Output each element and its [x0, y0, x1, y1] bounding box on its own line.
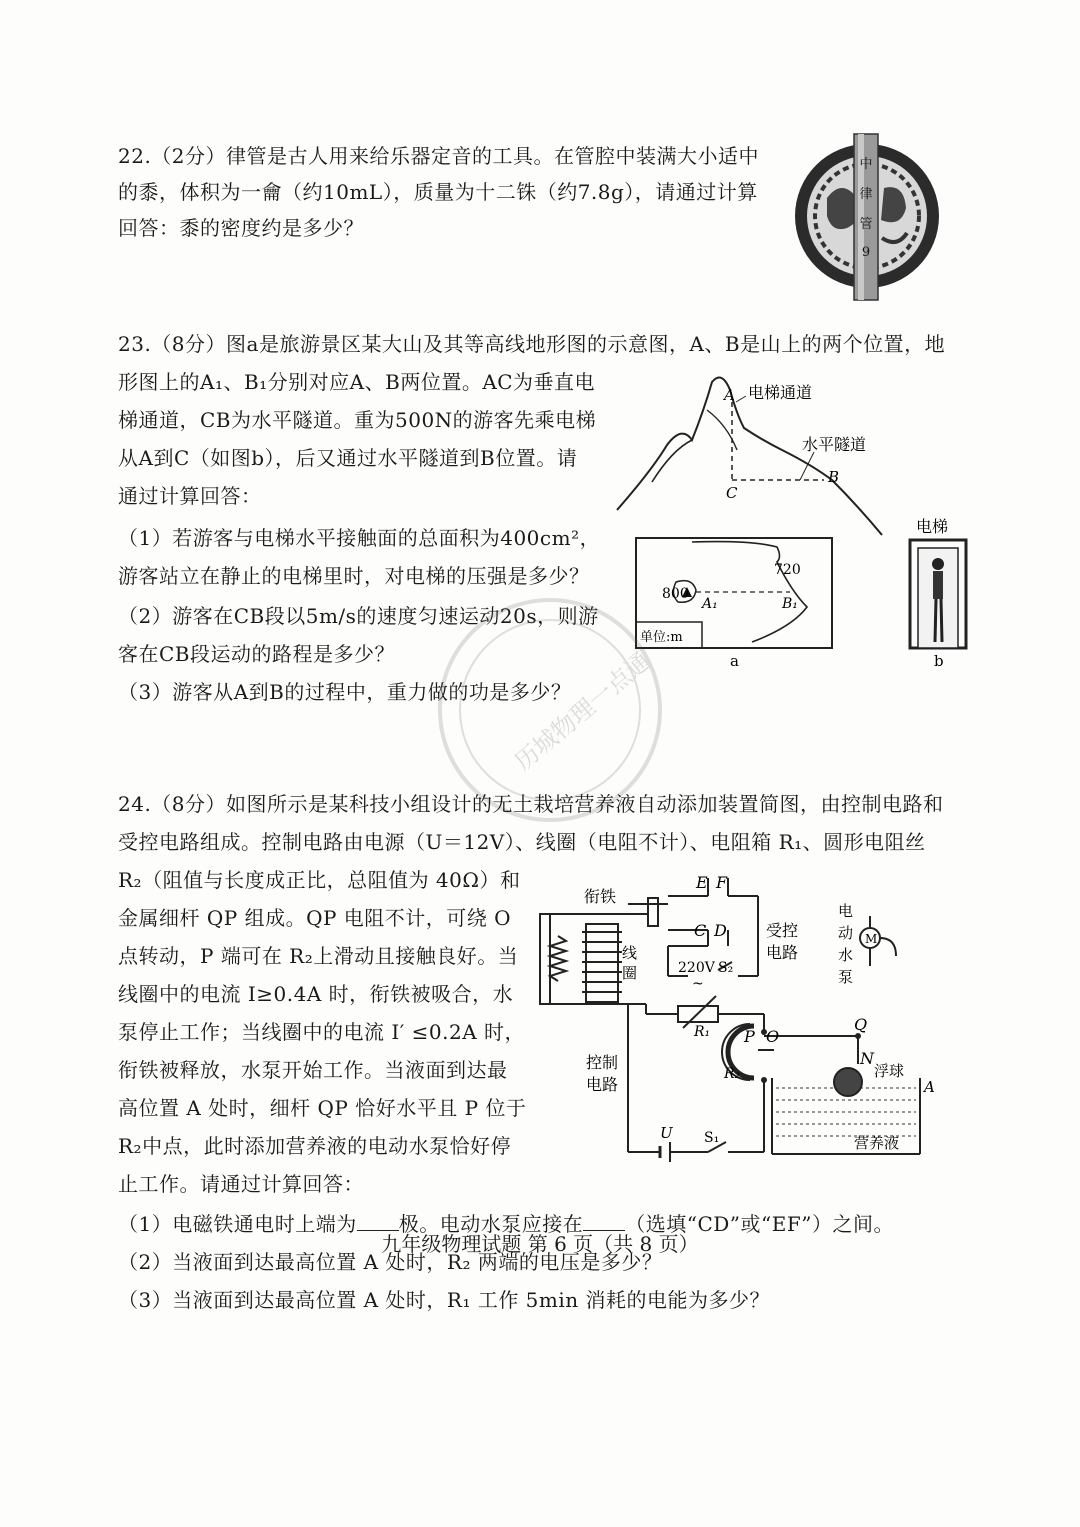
label-R1: R₁: [694, 1024, 711, 1040]
label-S2: S₂: [718, 960, 734, 976]
label-coil-1: 线: [622, 944, 638, 962]
label-A1: A₁: [702, 596, 718, 612]
label-ac: ~: [692, 976, 704, 992]
label-F: F: [716, 873, 728, 892]
label-float: 浮球: [874, 1062, 905, 1080]
label-control-1: 控制: [586, 1053, 619, 1072]
label-E: E: [696, 873, 708, 892]
label-Q: Q: [854, 1015, 868, 1034]
q23-sub-2b: 客在CB段运动的路程是多少？: [118, 642, 395, 666]
elevator-figure: [898, 512, 978, 672]
lvguan-char-1: 中: [859, 157, 873, 172]
lvguan-char-4: 9: [861, 245, 871, 260]
contour-800: 800: [662, 586, 689, 602]
caption-a: a: [730, 652, 739, 670]
elevator-label: 电梯: [916, 517, 949, 536]
label-pump-4: 泵: [838, 968, 854, 986]
q23-sub-3: （3）游客从A到B的过程中，重力做的功是多少？: [118, 680, 572, 704]
contour-720: 720: [774, 562, 801, 578]
q23-sub-1a: （1）若游客与电梯水平接触面的总面积为400cm²，: [118, 526, 601, 550]
mountain-figure: [612, 370, 902, 550]
unit-label: 单位:m: [640, 630, 683, 645]
label-control-2: 电路: [586, 1075, 619, 1094]
q24-line-3: 点转动，P 端可在 R₂上滑动且接触良好。当: [118, 944, 519, 968]
q24-line-8: R₂中点，此时添加营养液的电动水泵恰好停: [118, 1134, 512, 1158]
label-controlled-1: 受控: [766, 921, 799, 940]
lvguan-photo: [792, 128, 942, 303]
q24-line-2: 金属细杆 QP 组成。QP 电阻不计，可绕 O: [118, 906, 512, 930]
label-P: P: [744, 1027, 755, 1046]
q23-line-2: 梯通道，CB为水平隧道。重为500N的游客先乘电梯: [118, 408, 597, 432]
label-coil-2: 圈: [622, 964, 638, 982]
label-liquid: 营养液: [854, 1134, 900, 1152]
label-elevator-channel: 电梯通道: [748, 383, 813, 402]
q22-line-1: 22.（2分）律管是古人用来给乐器定音的工具。在管腔中装满大小适中: [118, 144, 760, 168]
label-level-A: A: [924, 1078, 935, 1096]
q23-sub-2a: （2）游客在CB段以5m/s的速度匀速运动20s，则游: [118, 604, 599, 628]
q24-line-6: 衔铁被释放，水泵开始工作。当液面到达最: [118, 1058, 508, 1082]
circuit-diagram: [528, 866, 948, 1162]
label-tunnel: 水平隧道: [802, 435, 867, 454]
label-pump-2: 动: [838, 924, 854, 942]
q23-intro: 23.（8分）图a是旅游景区某大山及其等高线地形图的示意图，A、B是山上的两个位置，地: [118, 332, 946, 356]
q23-line-1: 形图上的A₁、B₁分别对应A、B两位置。AC为垂直电: [118, 370, 596, 394]
q24-line-1: R₂（阻值与长度成正比，总阻值为 40Ω）和: [118, 868, 521, 892]
label-C: C: [694, 921, 707, 940]
label-N: N: [860, 1049, 874, 1068]
label-B: B: [828, 468, 840, 486]
lvguan-char-3: 管: [859, 217, 873, 232]
q24-sub1-part-b: 极。电动水泵应接在: [398, 1212, 584, 1236]
q24-sub-2: （2）当液面到达最高位置 A 处时，R₂ 两端的电压是多少？: [118, 1250, 663, 1274]
label-motor: M: [865, 932, 878, 946]
label-S1: S₁: [704, 1130, 720, 1146]
label-R2: R₂: [724, 1066, 741, 1082]
q22-line-3: 回答：黍的密度约是多少？: [118, 216, 364, 240]
page-footer: 九年级物理试题 第 6 页（共 8 页）: [381, 1232, 699, 1256]
label-D: D: [714, 921, 727, 940]
watermark-text: 历城物理一点通: [509, 646, 656, 777]
label-220v: 220V: [678, 960, 715, 976]
label-O: O: [766, 1027, 780, 1046]
q24-sub1-part-c: （选填“CD”或“EF”）之间。: [625, 1212, 894, 1236]
caption-b: b: [934, 652, 944, 670]
lvguan-char-2: 律: [859, 187, 873, 202]
label-pump-1: 电: [838, 902, 854, 920]
label-B1: B₁: [782, 596, 798, 612]
label-controlled-2: 电路: [766, 943, 799, 962]
q22-line-2: 的黍，体积为一龠（约10mL），质量为十二铢（约7.8g），请通过计算: [118, 180, 758, 204]
q24-line-9: 止工作。请通过计算回答：: [118, 1172, 364, 1196]
q24-line-4: 线圈中的电流 I≥0.4A 时，衔铁被吸合，水: [118, 982, 514, 1006]
q23-line-4: 通过计算回答：: [118, 484, 262, 508]
q23-sub-1b: 游客站立在静止的电梯里时，对电梯的压强是多少？: [118, 564, 590, 588]
q24-line-7: 高位置 A 处时，细杆 QP 恰好水平且 P 位于: [118, 1096, 527, 1120]
label-U: U: [660, 1124, 673, 1142]
q24-sub1-part-a: （1）电磁铁通电时上端为: [118, 1212, 357, 1236]
q24-intro-1: 24.（8分）如图所示是某科技小组设计的无土栽培营养液自动添加装置简图，由控制电路和: [118, 792, 944, 816]
label-A: A: [724, 386, 735, 404]
q24-intro-2: 受控电路组成。控制电路由电源（U＝12V）、线圈（电阻不计）、电阻箱 R₁、圆形电阻丝: [118, 830, 926, 854]
q24-line-5: 泵停止工作；当线圈中的电流 I′ ≤0.2A 时，: [118, 1020, 526, 1044]
q23-line-3: 从A到C（如图b），后又通过水平隧道到B位置。请: [118, 446, 578, 470]
label-armature: 衔铁: [584, 887, 617, 906]
label-C: C: [726, 484, 738, 502]
label-pump-3: 水: [838, 946, 854, 964]
q24-sub-3: （3）当液面到达最高位置 A 处时，R₁ 工作 5min 消耗的电能为多少？: [118, 1288, 770, 1312]
